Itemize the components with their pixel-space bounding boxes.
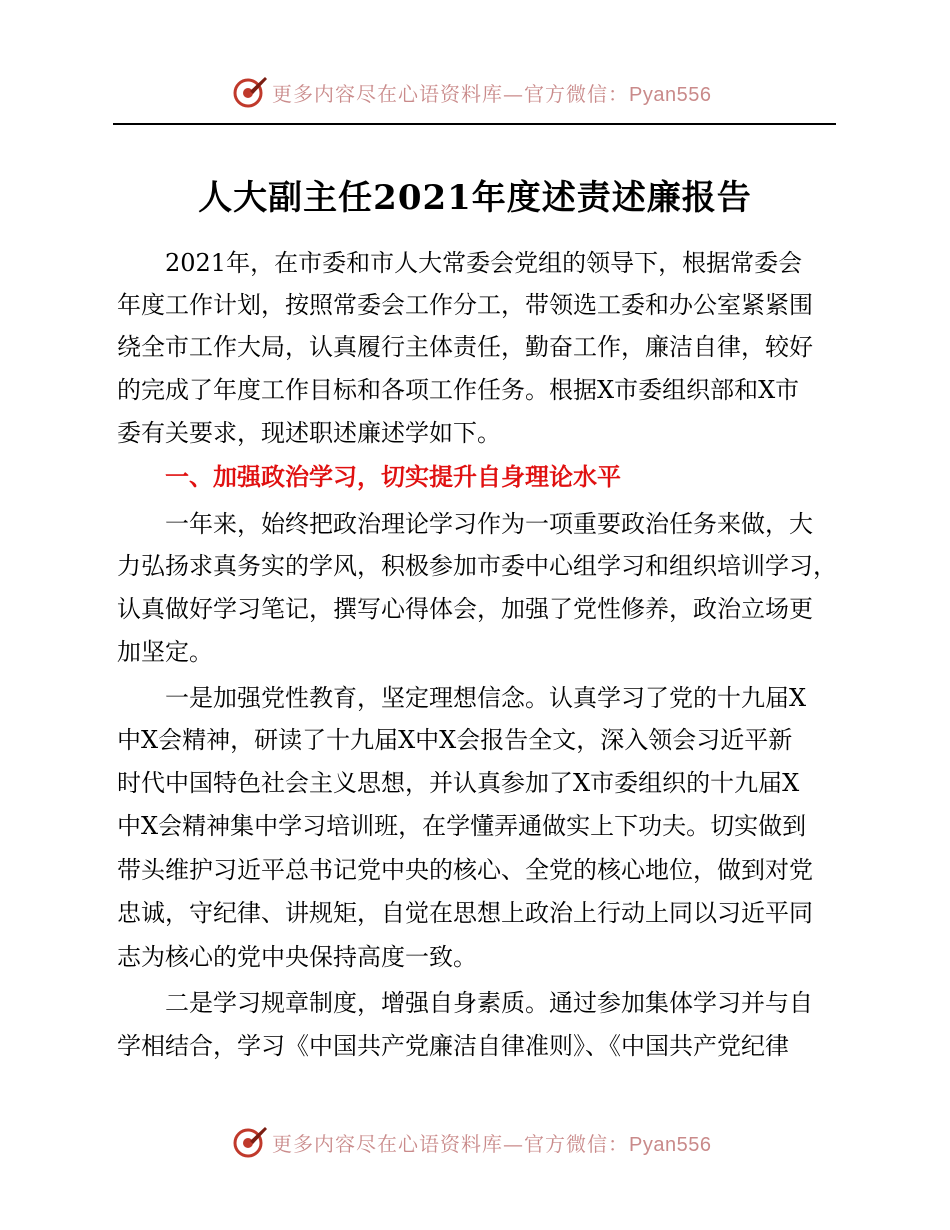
section-heading: 一、加强政治学习，切实提升自身理论水平 bbox=[165, 463, 621, 491]
paragraph-line: 二是学习规章制度，增强自身素质。通过参加集体学习并与自 bbox=[165, 989, 813, 1017]
paragraph-line: 绕全市工作大局，认真履行主体责任，勤奋工作，廉洁自律，较好 bbox=[117, 333, 813, 361]
banner-text bbox=[272, 1128, 711, 1157]
header-banner bbox=[0, 74, 950, 110]
banner-label: 更多内容尽在心语资料库—官方微信： bbox=[272, 82, 629, 106]
paragraph-line: 年度工作计划，按照常委会工作分工，带领选工委和办公室紧紧围 bbox=[117, 291, 813, 319]
paragraph-line: 认真做好学习笔记，撰写心得体会，加强了党性修养，政治立场更 bbox=[117, 595, 813, 623]
header-divider bbox=[113, 123, 836, 125]
banner-label: 更多内容尽在心语资料库—官方微信： bbox=[272, 1132, 629, 1156]
paragraph-line: 加坚定。 bbox=[117, 638, 213, 666]
paragraph-line: 时代中国特色社会主义思想，并认真参加了X市委组织的十九届X bbox=[117, 769, 800, 797]
paragraph-line: 委有关要求，现述职述廉述学如下。 bbox=[117, 419, 501, 447]
logo-icon bbox=[232, 1124, 268, 1160]
paragraph-line: 学相结合，学习《中国共产党廉洁自律准则》、《中国共产党纪律 bbox=[117, 1032, 789, 1060]
paragraph-line: 带头维护习近平总书记党中央的核心、全党的核心地位，做到对党 bbox=[117, 856, 813, 884]
paragraph-line: 中X会精神集中学习培训班，在学懂弄通做实上下功夫。切实做到 bbox=[117, 812, 807, 840]
paragraph-line: 忠诚，守纪律、讲规矩，自觉在思想上政治上行动上同以习近平同 bbox=[117, 899, 813, 927]
footer-banner bbox=[0, 1124, 950, 1160]
wechat-id: Pyan556 bbox=[629, 84, 712, 106]
paragraph-line: 力弘扬求真务实的学风，积极参加市委中心组学习和组织培训学习， bbox=[117, 552, 837, 580]
paragraph-line: 的完成了年度工作目标和各项工作任务。根据X市委组织部和X市 bbox=[117, 376, 800, 404]
paragraph-line: 一年来，始终把政治理论学习作为一项重要政治任务来做，大 bbox=[165, 510, 813, 538]
wechat-id: Pyan556 bbox=[629, 1134, 712, 1156]
banner-text bbox=[272, 78, 711, 107]
logo-icon bbox=[232, 74, 268, 110]
paragraph-line: 一是加强党性教育，坚定理想信念。认真学习了党的十九届X bbox=[165, 684, 807, 712]
paragraph-line: 志为核心的党中央保持高度一致。 bbox=[117, 943, 477, 971]
document-title: 人大副主任2021年度述责述廉报告 bbox=[198, 178, 752, 218]
paragraph-line: 中X会精神，研读了十九届X中X会报告全文，深入领会习近平新 bbox=[117, 726, 793, 754]
paragraph-line: 2021年，在市委和市人大常委会党组的领导下，根据常委会 bbox=[165, 249, 803, 277]
